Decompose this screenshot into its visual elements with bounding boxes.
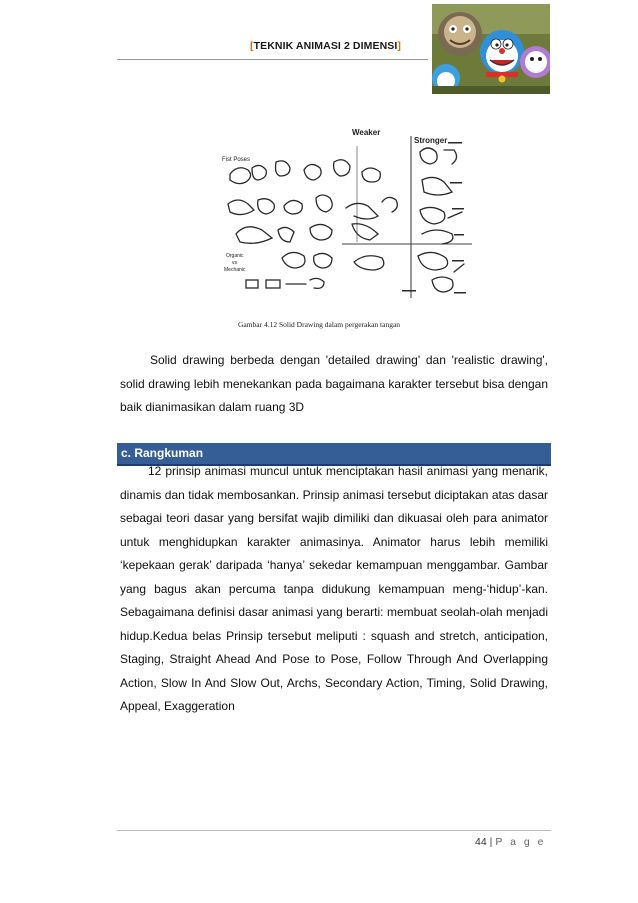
fist-poses-label: Fist Poses [222, 157, 251, 163]
weaker-label: Weaker [352, 128, 381, 137]
stronger-label: Stronger [414, 136, 448, 145]
fist-poses-sketch-image [222, 122, 472, 300]
mechanic-label: Mechanic [224, 267, 246, 273]
section-title: c. Rangkuman [121, 446, 204, 460]
header-rule [117, 59, 428, 60]
header-bracket-close: ] [397, 40, 401, 52]
page-label: P a g e [495, 836, 546, 848]
page-separator: | [489, 836, 493, 848]
cartoon-characters-image [432, 4, 550, 94]
paragraph-rangkuman: 12 prinsip animasi muncul untuk menciptakan hasil animasi yang menarik, dinamis dan tidak membosankan. Prinsip animasi tersebut diciptakan atas dasar sebagai teori dasar yang bersifat wajib dimiliki dan dikuasai oleh para animator untuk menghidupkan karakter animasinya. Animator harus lebih memiliki ‘kepekaan gerak’ daripada ‘hanya’ sekedar kemampuan menggambar. Gambar yang bagus akan percuma tanpa didukung kemampuan meng-‘hidup’-kan. Sebagaimana definisi dasar animasi yang berarti: membuat seolah-olah menjadi hidup.Kedua belas Prinsip tersebut meliputi : squash and stretch, anticipation, Staging, Straight Ahead And Pose to Pose, Follow Through And Overlapping Action, Slow In And Slow Out, Archs, Secondary Action, Timing, Solid Drawing, Appeal, Exaggeration [120, 464, 548, 713]
header-title [250, 40, 401, 52]
organic-label: Organic [226, 253, 244, 259]
page-number-value: 44 [474, 836, 487, 848]
header-bracket-open: [ [250, 40, 254, 52]
paragraph-solid-drawing: Solid drawing berbeda dengan 'detailed drawing' dan 'realistic drawing', solid drawing lebih menekankan pada bagaimana karakter tersebut bisa dengan baik dianimasikan dalam ruang 3D [120, 353, 548, 414]
vs-label: vs [232, 260, 237, 266]
page-number [475, 836, 546, 848]
figure-caption: Gambar 4.12 Solid Drawing dalam pergerakan tangan [237, 320, 401, 329]
header-title-text: TEKNIK ANIMASI 2 DIMENSI [253, 40, 398, 52]
footer-rule [117, 830, 551, 831]
